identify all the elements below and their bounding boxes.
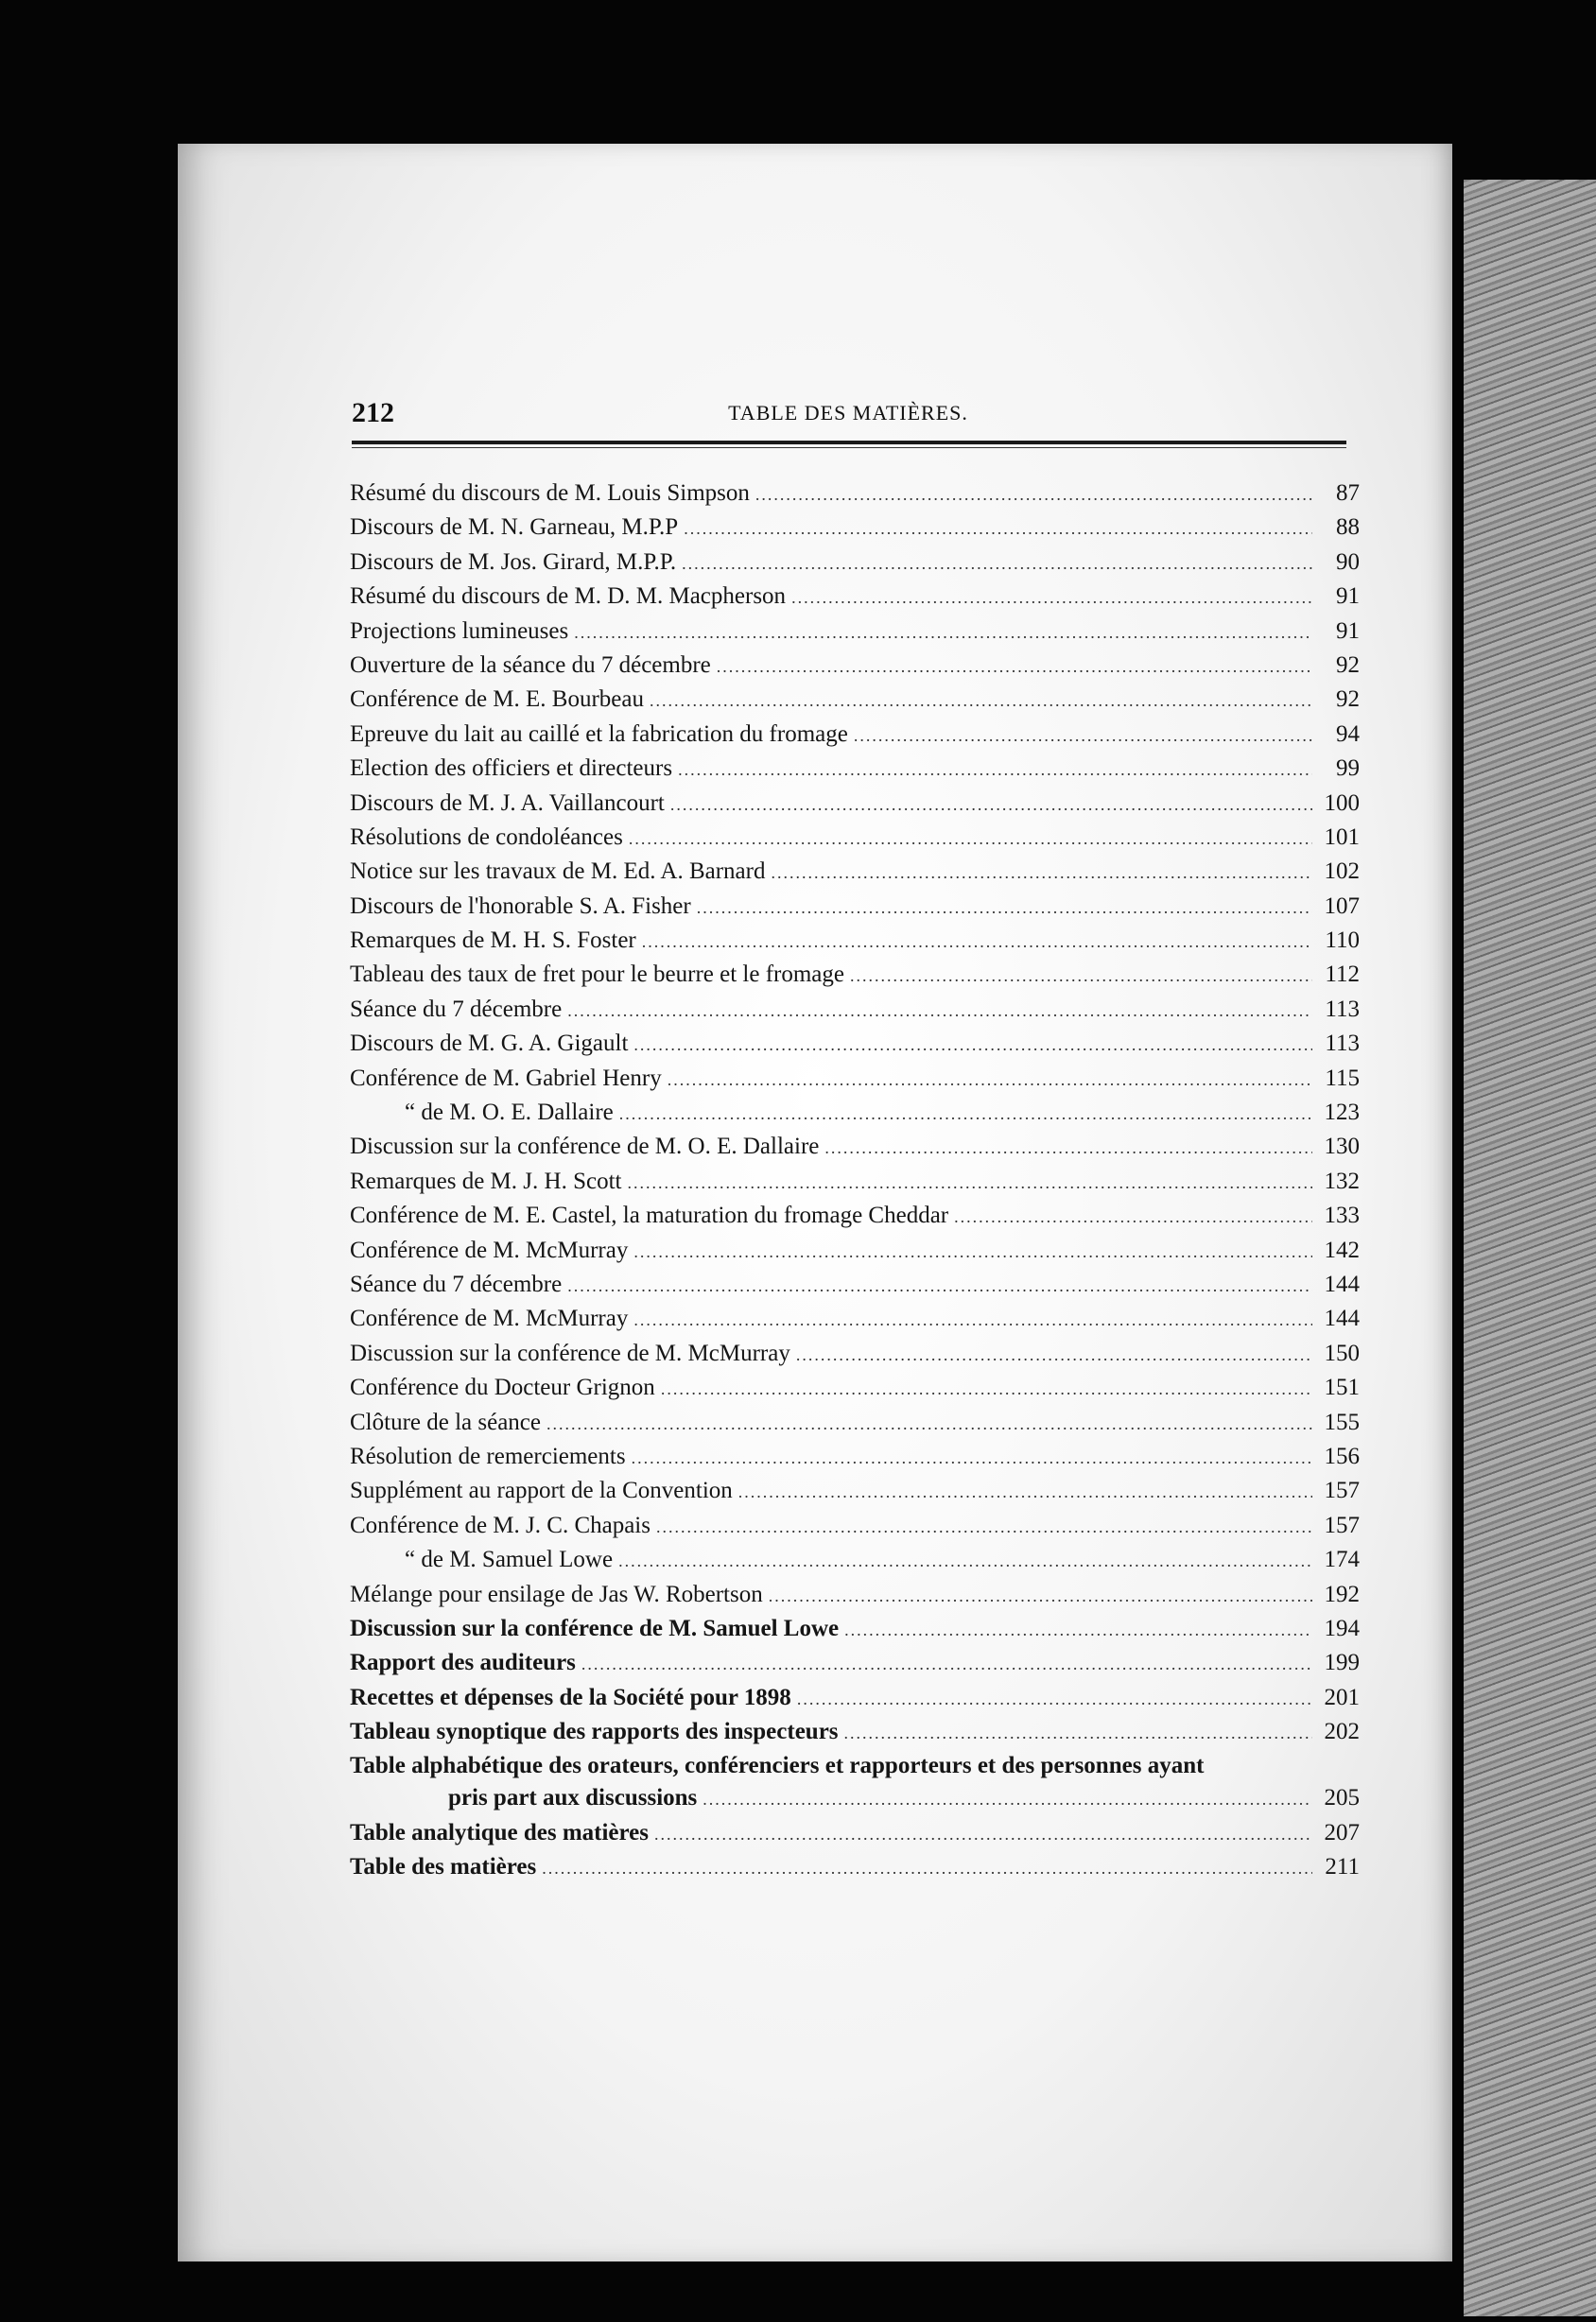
toc-entry	[350, 686, 1360, 720]
toc-entry-title: Résolution de remerciements	[350, 1443, 626, 1469]
toc-leader-dots	[791, 588, 1312, 608]
toc-entry-title: Conférence de M. Gabriel Henry	[350, 1065, 662, 1091]
toc-entry	[350, 1100, 1360, 1134]
toc-entry-title: Election des officiers et directeurs	[350, 755, 673, 782]
toc-entry-title: Tableau synoptique des rapports des inspecteurs	[350, 1719, 839, 1745]
toc-entry	[350, 1478, 1360, 1512]
toc-entry-page: 155	[1324, 1409, 1360, 1435]
toc-entry	[350, 618, 1360, 652]
toc-entry	[350, 583, 1360, 617]
toc-leader-dots	[854, 726, 1312, 746]
toc-leader-dots	[629, 829, 1312, 849]
toc-entry-page: 157	[1324, 1478, 1360, 1504]
toc-leader-dots	[824, 1138, 1312, 1158]
toc-entry	[350, 824, 1360, 858]
toc-leader-dots	[633, 1035, 1312, 1055]
toc-entry-title: pris part aux discussions	[448, 1785, 698, 1811]
toc-entry	[350, 1066, 1360, 1100]
toc-leader-dots	[546, 1414, 1312, 1434]
toc-entry-title: Discussion sur la conférence de M. O. E. Dallaire	[350, 1134, 820, 1160]
toc-entry	[350, 1238, 1360, 1272]
header-rule-thin	[352, 447, 1346, 448]
toc-entry-title: Conférence de M. E. Castel, la maturation du fromage Cheddar	[350, 1203, 949, 1229]
toc-entry	[350, 1854, 1360, 1888]
toc-leader-dots	[650, 691, 1312, 711]
toc-leader-dots	[661, 1379, 1312, 1399]
toc-entry-page: 144	[1324, 1306, 1360, 1332]
toc-entry-page: 174	[1324, 1547, 1360, 1573]
toc-entry	[350, 1375, 1360, 1409]
toc-entry-page: 211	[1325, 1854, 1360, 1880]
toc-leader-dots	[632, 1448, 1312, 1468]
toc-leader-dots	[633, 1310, 1312, 1330]
toc-entry	[350, 1785, 1360, 1819]
toc-entry-page: 99	[1336, 755, 1360, 782]
toc-leader-dots	[574, 623, 1312, 643]
toc-entry-page: 91	[1336, 617, 1360, 644]
toc-entry-title: Séance du 7 décembre	[350, 996, 563, 1022]
running-title: TABLE DES MATIÈRES.	[728, 401, 968, 425]
page-header	[352, 397, 1344, 435]
toc-entry	[350, 1341, 1360, 1375]
toc-entry	[350, 652, 1360, 686]
toc-entry-title: Résumé du discours de M. D. M. Macpherson	[350, 583, 787, 610]
toc-entry-page: 199	[1324, 1650, 1360, 1676]
toc-entry-page: 87	[1336, 480, 1360, 506]
toc-entry-title: Table alphabétique des orateurs, conférenciers et rapporteurs et des personnes ayant	[350, 1753, 1205, 1779]
toc-entry-title: Rapport des auditeurs	[350, 1650, 576, 1676]
toc-entry-title: Discussion sur la conférence de M. McMurray	[350, 1340, 790, 1366]
toc-entry	[350, 1513, 1360, 1547]
toc-entry-title: Conférence de M. McMurray	[350, 1237, 629, 1263]
toc-leader-dots	[684, 519, 1312, 539]
page-number: 212	[352, 397, 394, 428]
toc-leader-dots	[697, 898, 1312, 918]
toc-entry-page: 110	[1325, 927, 1360, 954]
toc-entry-page: 115	[1325, 1065, 1360, 1091]
toc-entry	[350, 893, 1360, 927]
toc-entry	[350, 1410, 1360, 1444]
toc-leader-dots	[755, 485, 1312, 505]
toc-entry	[350, 1753, 1360, 1785]
toc-entry	[350, 927, 1360, 962]
toc-entry-title: Conférence du Docteur Grignon	[350, 1375, 655, 1401]
toc-leader-dots	[567, 1276, 1312, 1296]
toc-entry-page: 94	[1336, 720, 1360, 747]
toc-leader-dots	[797, 1690, 1312, 1709]
toc-entry	[350, 549, 1360, 583]
toc-entry-page: 142	[1324, 1237, 1360, 1263]
toc-leader-dots	[670, 795, 1312, 815]
toc-entry-title: Clôture de la séance	[350, 1409, 541, 1435]
toc-entry-page: 113	[1325, 996, 1360, 1022]
toc-entry	[350, 1306, 1360, 1340]
toc-entry-title: Discours de M. G. A. Gigault	[350, 1031, 629, 1057]
toc-entry-title: Remarques de M. J. H. Scott	[350, 1168, 622, 1194]
toc-entry-page: 92	[1336, 686, 1360, 713]
toc-entry-page: 91	[1336, 583, 1360, 610]
toc-entry-page: 123	[1324, 1100, 1360, 1126]
toc-entry	[350, 1203, 1360, 1237]
toc-entry-page: 92	[1336, 651, 1360, 678]
toc-leader-dots	[954, 1207, 1312, 1227]
toc-entry-title: Mélange pour ensilage de Jas W. Robertson	[350, 1581, 763, 1607]
toc-entry-page: 90	[1336, 548, 1360, 575]
toc-entry-title: Ouverture de la séance du 7 décembre	[350, 651, 711, 678]
toc-entry-page: 202	[1324, 1719, 1360, 1745]
toc-entry-page: 156	[1324, 1443, 1360, 1469]
toc-entry	[350, 1650, 1360, 1684]
toc-entry-title: Discours de l'honorable S. A. Fisher	[350, 892, 691, 919]
toc-entry-page: 151	[1324, 1375, 1360, 1401]
toc-leader-dots	[642, 932, 1312, 952]
toc-entry	[350, 1719, 1360, 1753]
toc-entry	[350, 1820, 1360, 1854]
toc-entry	[350, 1685, 1360, 1719]
header-rule	[352, 441, 1346, 444]
toc-leader-dots	[682, 554, 1312, 574]
toc-entry-page: 113	[1325, 1031, 1360, 1057]
toc-entry-title: Conférence de M. McMurray	[350, 1306, 629, 1332]
toc-leader-dots	[656, 1517, 1312, 1537]
toc-entry-title: Table analytique des matières	[350, 1819, 649, 1845]
toc-leader-dots	[654, 1825, 1312, 1845]
toc-leader-dots	[581, 1655, 1312, 1674]
toc-entry-page: 100	[1324, 789, 1360, 816]
toc-leader-dots	[850, 966, 1312, 986]
toc-entry	[350, 1547, 1360, 1581]
toc-entry	[350, 962, 1360, 996]
toc-entry	[350, 1616, 1360, 1650]
toc-entry	[350, 1444, 1360, 1478]
toc-leader-dots	[796, 1345, 1312, 1365]
toc-entry-page: 144	[1324, 1271, 1360, 1297]
toc-entry	[350, 790, 1360, 824]
toc-entry-page: 194	[1324, 1615, 1360, 1641]
toc-entry-title: Conférence de M. E. Bourbeau	[350, 686, 644, 713]
toc-entry-page: 157	[1324, 1512, 1360, 1538]
toc-leader-dots	[844, 1724, 1312, 1743]
toc-entry	[350, 755, 1360, 789]
toc-leader-dots	[633, 1242, 1312, 1262]
toc-entry-page: 133	[1324, 1203, 1360, 1229]
toc-entry-title: Séance du 7 décembre	[350, 1271, 563, 1297]
toc-entry	[350, 1169, 1360, 1203]
toc-entry-title: Discours de M. Jos. Girard, M.P.P.	[350, 548, 677, 575]
toc-entry-title: Table des matières	[350, 1854, 537, 1880]
toc-entry-title: Remarques de M. H. S. Foster	[350, 927, 636, 954]
toc-leader-dots	[567, 1001, 1312, 1021]
toc-entry-page: 192	[1324, 1581, 1360, 1607]
toc-entry-page: 112	[1325, 962, 1360, 988]
toc-entry-page: 207	[1324, 1819, 1360, 1845]
toc-entry-title: Supplément au rapport de la Convention	[350, 1478, 733, 1504]
toc-leader-dots	[668, 1070, 1312, 1090]
toc-entry-page: 150	[1324, 1340, 1360, 1366]
toc-entry	[350, 1272, 1360, 1306]
toc-leader-dots	[717, 657, 1312, 677]
toc-entry-title: Epreuve du lait au caillé et la fabrication du fromage	[350, 720, 848, 747]
toc-entry-title: “ de M. O. E. Dallaire	[405, 1100, 614, 1126]
table-of-contents	[350, 480, 1360, 1889]
toc-entry	[350, 480, 1360, 514]
toc-entry-title: Discussion sur la conférence de M. Samuel Lowe	[350, 1615, 840, 1641]
toc-entry-page: 88	[1336, 514, 1360, 541]
toc-entry-page: 201	[1324, 1684, 1360, 1710]
toc-entry-title: Notice sur les travaux de M. Ed. A. Barnard	[350, 858, 766, 885]
toc-entry	[350, 721, 1360, 755]
toc-leader-dots	[542, 1859, 1312, 1879]
toc-entry	[350, 996, 1360, 1031]
toc-entry-title: Résumé du discours de M. Louis Simpson	[350, 480, 750, 506]
toc-entry	[350, 858, 1360, 892]
toc-leader-dots	[769, 1586, 1312, 1606]
toc-leader-dots	[738, 1482, 1312, 1502]
toc-entry-title: Conférence de M. J. C. Chapais	[350, 1512, 651, 1538]
toc-entry-page: 107	[1324, 892, 1360, 919]
toc-leader-dots	[703, 1790, 1312, 1810]
toc-entry	[350, 1134, 1360, 1168]
toc-leader-dots	[771, 863, 1312, 883]
toc-leader-dots	[619, 1104, 1312, 1124]
toc-entry	[350, 1031, 1360, 1065]
toc-leader-dots	[618, 1551, 1312, 1571]
toc-entry	[350, 514, 1360, 548]
toc-entry-title: Recettes et dépenses de la Société pour 1898	[350, 1684, 791, 1710]
toc-entry-title: Discours de M. N. Garneau, M.P.P	[350, 514, 679, 541]
toc-entry-title: Tableau des taux de fret pour le beurre et le fromage	[350, 962, 844, 988]
toc-entry	[350, 1582, 1360, 1616]
toc-entry-page: 102	[1324, 858, 1360, 885]
toc-entry-page: 130	[1324, 1134, 1360, 1160]
toc-entry-page: 132	[1324, 1168, 1360, 1194]
toc-entry-title: Projections lumineuses	[350, 617, 569, 644]
toc-leader-dots	[627, 1173, 1312, 1193]
toc-leader-dots	[678, 760, 1312, 780]
toc-entry-title: Résolutions de condoléances	[350, 823, 623, 850]
toc-leader-dots	[844, 1620, 1312, 1640]
adjacent-page-edge	[1464, 180, 1596, 2316]
toc-entry-page: 205	[1324, 1785, 1360, 1811]
toc-entry-page: 101	[1324, 823, 1360, 850]
toc-entry-title: Discours de M. J. A. Vaillancourt	[350, 789, 665, 816]
toc-entry-title: “ de M. Samuel Lowe	[405, 1547, 614, 1573]
